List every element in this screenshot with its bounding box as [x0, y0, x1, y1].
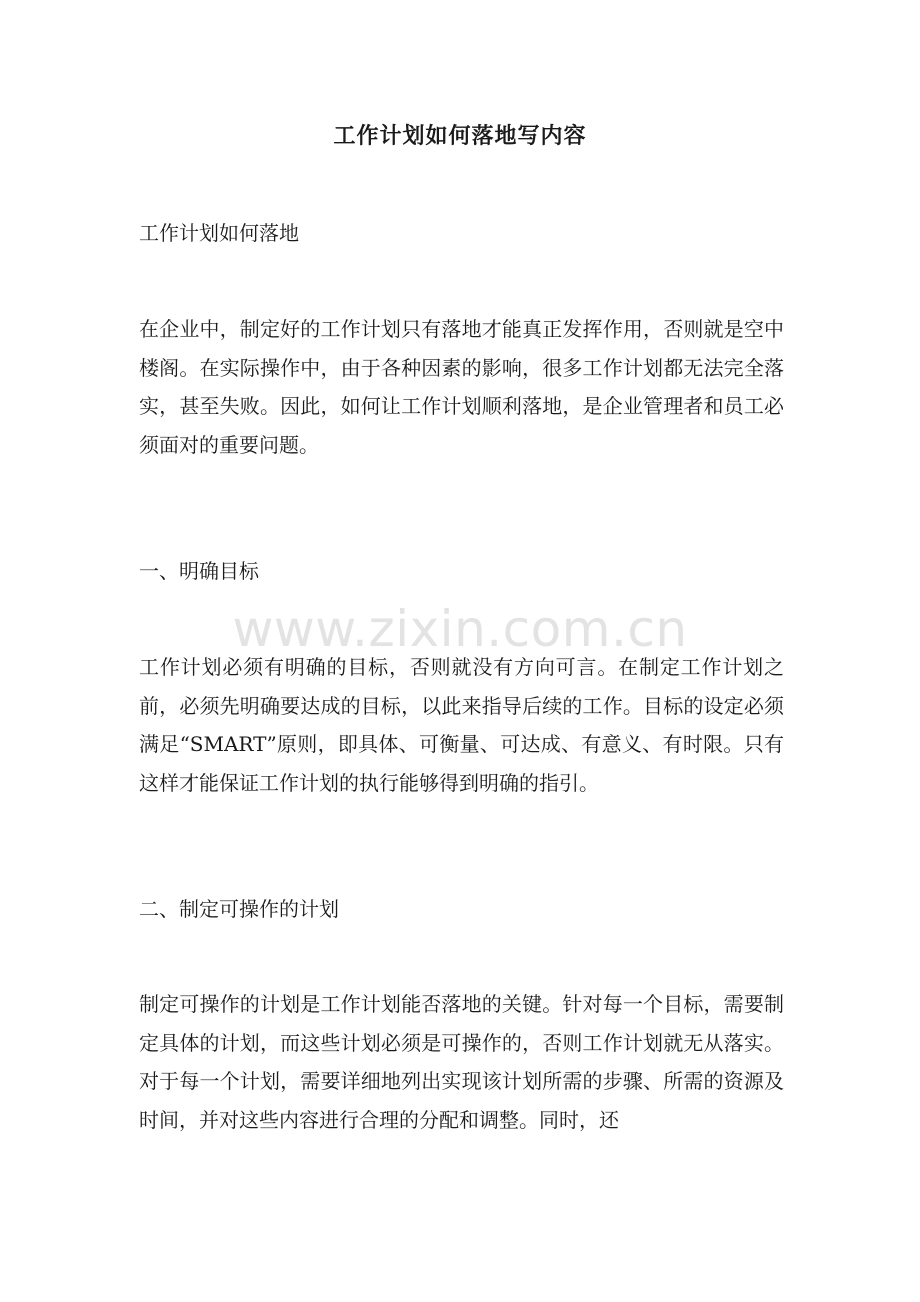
intro-paragraph: 在企业中，制定好的工作计划只有落地才能真正发挥作用，否则就是空中楼阁。在实际操作中，由于各种因素的影响，很多工作计划都无法完全落实，甚至失败。因此，如何让工作计划顺利落地，是企业管理者和员工必须面对的重要问题。 [139, 317, 784, 457]
section-body-1: 工作计划必须有明确的目标，否则就没有方向可言。在制定工作计划之前，必须先明确要达成的目标，以此来指导后续的工作。目标的设定必须满足“SMART”原则，即具体、可衡量、可达成、有意义、有时限。只有这样才能保证工作计划的执行能够得到明确的指引。 [139, 655, 784, 795]
document-title: 工作计划如何落地写内容 [333, 123, 587, 149]
watermark-text: www.zixin.com.cn [232, 600, 688, 658]
section-body-2: 制定可操作的计划是工作计划能否落地的关键。针对每一个目标，需要制定具体的计划，而这些计划必须是可操作的，否则工作计划就无从落实。对于每一个计划，需要详细地列出实现该计划所需的步骤、所需的资源及时间，并对这些内容进行合理的分配和调整。同时，还 [139, 992, 784, 1132]
document-subtitle: 工作计划如何落地 [139, 221, 299, 245]
section-heading-2: 二、制定可操作的计划 [139, 897, 339, 921]
section-heading-1: 一、明确目标 [139, 559, 259, 583]
